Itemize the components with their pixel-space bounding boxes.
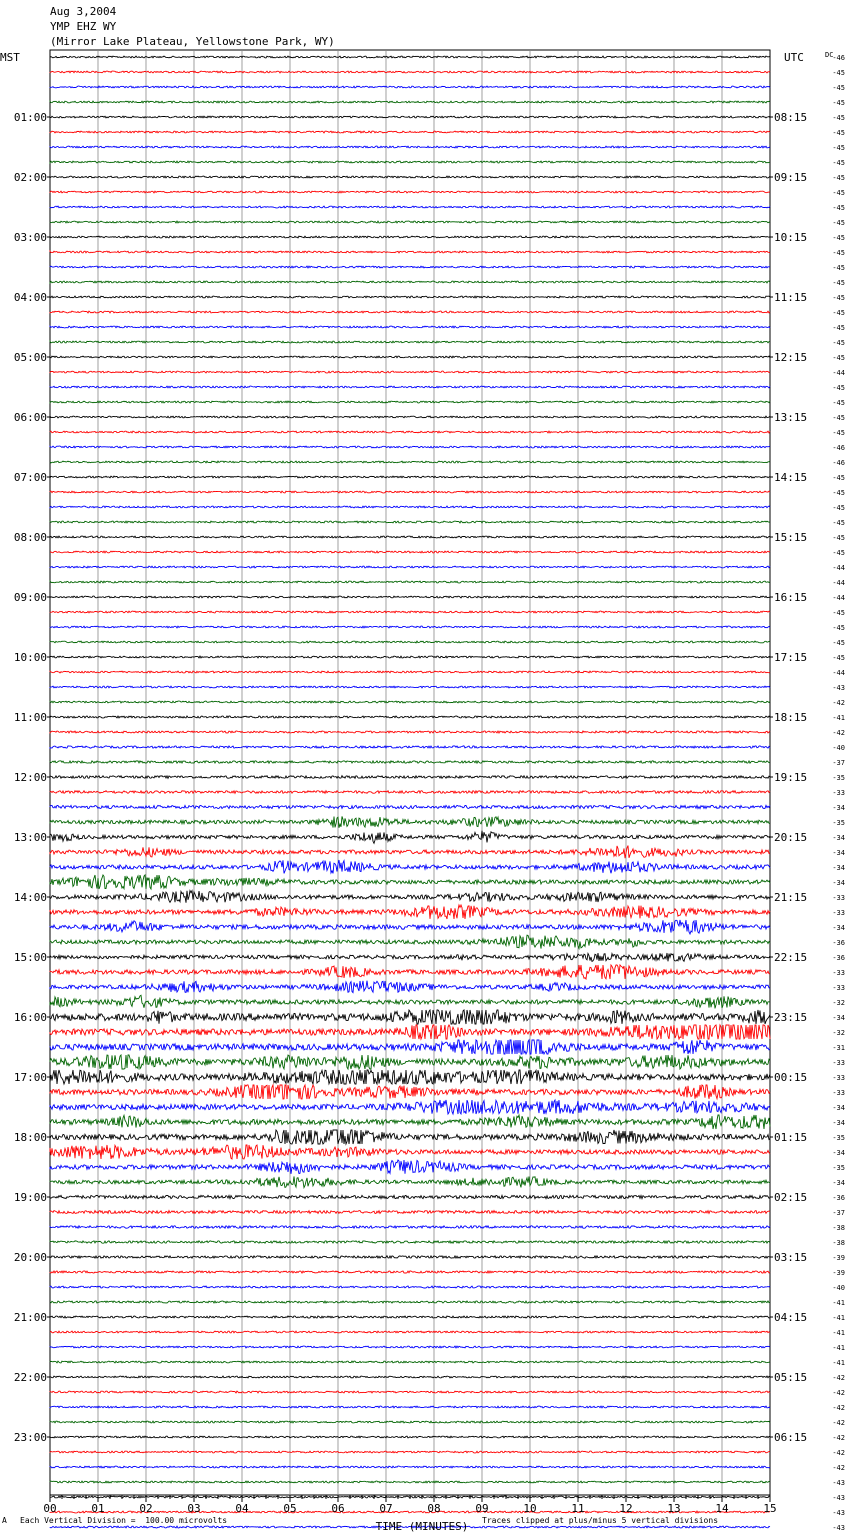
dc-offset-label: -45 <box>832 324 845 332</box>
dc-offset-label: -33 <box>832 789 845 797</box>
trace-line <box>50 1130 770 1144</box>
hour-label-mst: 23:00 <box>13 1431 47 1444</box>
x-tick-label: 09 <box>475 1502 489 1515</box>
dc-offset-label: -43 <box>832 1509 845 1517</box>
dc-offset-label: -33 <box>832 1089 845 1097</box>
trace-line <box>50 1256 770 1258</box>
dc-offset-label: -40 <box>832 1284 845 1292</box>
dc-offset-label: -45 <box>832 99 845 107</box>
hour-label-mst: 18:00 <box>13 1131 47 1144</box>
dc-offset-label: -32 <box>832 1029 845 1037</box>
dc-offset-label: -41 <box>832 1299 845 1307</box>
trace-line <box>50 611 770 613</box>
trace-line <box>50 341 770 343</box>
dc-offset-label: -45 <box>832 654 845 662</box>
hour-label-mst: 14:00 <box>13 891 47 904</box>
dc-offset-label: -41 <box>832 1359 845 1367</box>
dc-offset-label: -41 <box>832 714 845 722</box>
hour-label-utc: 01:15 <box>774 1131 808 1144</box>
trace-line <box>50 1511 770 1513</box>
trace-line <box>50 1406 770 1408</box>
trace-line <box>50 1271 770 1273</box>
trace-line <box>50 581 770 583</box>
trace-line <box>50 1346 770 1348</box>
dc-offset-label: -45 <box>832 534 845 542</box>
dc-offset-label: -45 <box>832 219 845 227</box>
mst-label: MST <box>0 51 20 64</box>
utc-label: UTC <box>784 51 804 64</box>
trace-line <box>50 371 770 373</box>
x-tick-label: 07 <box>379 1502 393 1515</box>
dc-offset-label: -43 <box>832 684 845 692</box>
trace-line <box>50 791 770 794</box>
dc-offset-label: -35 <box>832 774 845 782</box>
dc-offset-label: -34 <box>832 804 845 812</box>
trace-line <box>50 1085 770 1099</box>
hour-label-mst: 11:00 <box>13 711 47 724</box>
trace-line <box>50 386 770 388</box>
vertical-division-note: Each Vertical Division = 100.00 microvolts <box>20 1516 228 1525</box>
trace-line <box>50 1176 770 1187</box>
x-tick-label: 08 <box>427 1502 441 1515</box>
dc-offset-label: -45 <box>832 309 845 317</box>
dc-offset-label: -36 <box>832 954 845 962</box>
dc-offset-label: -45 <box>832 234 845 242</box>
trace-line <box>50 626 770 628</box>
dc-offset-label: -42 <box>832 1449 845 1457</box>
dc-offset-label: -45 <box>832 249 845 257</box>
dc-offset-label: -44 <box>832 564 845 572</box>
hour-label-utc: 03:15 <box>774 1251 808 1264</box>
trace-line <box>50 461 770 463</box>
hour-label-mst: 17:00 <box>13 1071 47 1084</box>
dc-offset-label: -34 <box>832 879 845 887</box>
trace-line <box>50 656 770 658</box>
hour-label-utc: 20:15 <box>774 831 808 844</box>
trace-line <box>50 1160 770 1174</box>
dc-offset-label: -44 <box>832 669 845 677</box>
dc-offset-label: -41 <box>832 1314 845 1322</box>
x-tick-label: 12 <box>619 1502 633 1515</box>
trace-line <box>50 161 770 163</box>
hour-label-utc: 05:15 <box>774 1371 808 1384</box>
dc-offset-label: -42 <box>832 1464 845 1472</box>
trace-line <box>50 1070 770 1084</box>
dc-offset-label: -45 <box>832 69 845 77</box>
clipping-note: Traces clipped at plus/minus 5 vertical divisions <box>482 1516 719 1525</box>
hour-label-mst: 06:00 <box>13 411 47 424</box>
trace-line <box>50 536 770 538</box>
trace-line <box>50 776 770 779</box>
trace-line <box>50 1100 770 1114</box>
trace-line <box>50 281 770 283</box>
trace-line <box>50 416 770 418</box>
trace-line <box>50 905 770 919</box>
dc-offset-label: -42 <box>832 1434 845 1442</box>
trace-line <box>50 761 770 763</box>
dc-offset-label: -38 <box>832 1224 845 1232</box>
hour-label-mst: 07:00 <box>13 471 47 484</box>
trace-line <box>50 1055 770 1069</box>
dc-offset-label: -42 <box>832 729 845 737</box>
dc-offset-label: -44 <box>832 594 845 602</box>
trace-line <box>50 1331 770 1333</box>
dc-offset-label: -35 <box>832 1134 845 1142</box>
dc-offset-label: -37 <box>832 1209 845 1217</box>
dc-offset-label: -39 <box>832 1269 845 1277</box>
trace-line <box>50 146 770 148</box>
trace-line <box>50 1421 770 1423</box>
dc-offset-label: -33 <box>832 894 845 902</box>
hour-label-utc: 08:15 <box>774 111 808 124</box>
dc-offset-label: -45 <box>832 504 845 512</box>
trace-line <box>50 1286 770 1288</box>
dc-offset-label: -42 <box>832 699 845 707</box>
trace-line <box>50 1211 770 1214</box>
dc-offset-label: -45 <box>832 174 845 182</box>
trace-line <box>50 296 770 298</box>
dc-offset-label: -45 <box>832 489 845 497</box>
trace-line <box>50 1481 770 1483</box>
dc-offset-label: -46 <box>832 444 845 452</box>
dc-offset-label: -33 <box>832 984 845 992</box>
hour-label-utc: 06:15 <box>774 1431 808 1444</box>
dc-offset-label: -46 <box>832 54 845 62</box>
trace-line <box>50 1241 770 1243</box>
trace-line <box>50 805 770 808</box>
dc-offset-label: -31 <box>832 1044 845 1052</box>
dc-offset-label: -45 <box>832 159 845 167</box>
dc-offset-label: -36 <box>832 1194 845 1202</box>
trace-line <box>50 311 770 313</box>
hour-label-mst: 08:00 <box>13 531 47 544</box>
hour-label-mst: 04:00 <box>13 291 47 304</box>
hour-label-utc: 19:15 <box>774 771 808 784</box>
x-tick-label: 03 <box>187 1502 201 1515</box>
hour-label-utc: 22:15 <box>774 951 808 964</box>
trace-line <box>50 1436 770 1438</box>
dc-offset-label: -43 <box>832 1479 845 1487</box>
dc-offset-label: -45 <box>832 354 845 362</box>
trace-line <box>50 1466 770 1468</box>
trace-line <box>50 1040 770 1054</box>
trace-line <box>50 1025 770 1039</box>
trace-line <box>50 1226 770 1229</box>
trace-line <box>50 831 770 844</box>
dc-offset-label: -35 <box>832 819 845 827</box>
hour-label-utc: 21:15 <box>774 891 808 904</box>
trace-line <box>50 860 770 873</box>
x-axis-title: TIME (MINUTES) <box>375 1520 469 1533</box>
trace-line <box>50 446 770 448</box>
x-tick-label: 11 <box>571 1502 585 1515</box>
dc-offset-label: -42 <box>832 1389 845 1397</box>
hour-label-utc: 17:15 <box>774 651 808 664</box>
trace-line <box>50 1376 770 1378</box>
dc-offset-label: -33 <box>832 969 845 977</box>
dc-offset-label: -36 <box>832 939 845 947</box>
dc-offset-label: -34 <box>832 1119 845 1127</box>
hour-label-utc: 12:15 <box>774 351 808 364</box>
trace-line <box>50 251 770 253</box>
trace-line <box>50 1010 770 1024</box>
dc-offset-label: -45 <box>832 144 845 152</box>
trace-line <box>50 191 770 193</box>
dc-offset-label: -45 <box>832 279 845 287</box>
trace-line <box>50 953 770 961</box>
dc-offset-label: -45 <box>832 189 845 197</box>
dc-offset-label: -34 <box>832 1014 845 1022</box>
station-code: YMP EHZ WY <box>50 20 117 33</box>
dc-offset-label: -33 <box>832 1074 845 1082</box>
trace-line <box>50 671 770 673</box>
dc-offset-label: -44 <box>832 369 845 377</box>
trace-line <box>50 1391 770 1393</box>
station-location: (Mirror Lake Plateau, Yellowstone Park, WY) <box>50 35 335 48</box>
hour-label-utc: 18:15 <box>774 711 808 724</box>
trace-line <box>50 86 770 88</box>
trace-line <box>50 1145 770 1159</box>
x-tick-label: 14 <box>715 1502 729 1515</box>
trace-line <box>50 176 770 178</box>
hour-label-utc: 23:15 <box>774 1011 808 1024</box>
dc-offset-label: -45 <box>832 294 845 302</box>
trace-line <box>50 1301 770 1303</box>
trace-line <box>50 995 770 1008</box>
dc-offset-label: -45 <box>832 129 845 137</box>
trace-line <box>50 521 770 523</box>
dc-offset-label: -42 <box>832 1374 845 1382</box>
dc-offset-label: -34 <box>832 924 845 932</box>
hour-label-mst: 15:00 <box>13 951 47 964</box>
dc-offset-label: -34 <box>832 834 845 842</box>
dc-offset-label: -34 <box>832 849 845 857</box>
dc-offset-label: -45 <box>832 624 845 632</box>
dc-offset-label: -34 <box>832 1179 845 1187</box>
trace-line <box>50 206 770 208</box>
hour-label-mst: 02:00 <box>13 171 47 184</box>
dc-offset-label: -39 <box>832 1254 845 1262</box>
trace-line <box>50 356 770 358</box>
dc-offset-label: -45 <box>832 519 845 527</box>
trace-line <box>50 116 770 118</box>
hour-label-utc: 14:15 <box>774 471 808 484</box>
dc-offset-label: -41 <box>832 1329 845 1337</box>
trace-line <box>50 891 770 903</box>
hour-label-mst: 01:00 <box>13 111 47 124</box>
dc-offset-label: -46 <box>832 459 845 467</box>
trace-line <box>50 716 770 718</box>
trace-line <box>50 221 770 223</box>
hour-label-utc: 15:15 <box>774 531 808 544</box>
dc-offset-label: -34 <box>832 864 845 872</box>
hour-label-utc: 00:15 <box>774 1071 808 1084</box>
dc-offset-label: -45 <box>832 339 845 347</box>
trace-line <box>50 1195 770 1198</box>
dc-offset-label: -40 <box>832 744 845 752</box>
dc-offset-label: -43 <box>832 1524 845 1532</box>
dc-offset-label: -34 <box>832 1104 845 1112</box>
hour-label-mst: 10:00 <box>13 651 47 664</box>
hour-label-utc: 02:15 <box>774 1191 808 1204</box>
hour-label-mst: 19:00 <box>13 1191 47 1204</box>
x-tick-label: 06 <box>331 1502 345 1515</box>
dc-offset-label: -45 <box>832 549 845 557</box>
dc-offset-label: -42 <box>832 1404 845 1412</box>
trace-line <box>50 566 770 568</box>
trace-line <box>50 551 770 553</box>
hour-label-mst: 13:00 <box>13 831 47 844</box>
trace-line <box>50 266 770 268</box>
dc-offset-label: -45 <box>832 114 845 122</box>
hour-label-mst: 09:00 <box>13 591 47 604</box>
dc-offset-label: -45 <box>832 399 845 407</box>
dc-offset-label: -45 <box>832 384 845 392</box>
trace-line <box>50 131 770 133</box>
hour-label-mst: 20:00 <box>13 1251 47 1264</box>
dc-offset-label: -45 <box>832 429 845 437</box>
hour-label-mst: 05:00 <box>13 351 47 364</box>
x-tick-label: 10 <box>523 1502 537 1515</box>
x-tick-label: 04 <box>235 1502 249 1515</box>
dc-offset-label: -45 <box>832 474 845 482</box>
dc-offset-label: -42 <box>832 1419 845 1427</box>
trace-line <box>50 491 770 493</box>
trace-line <box>50 686 770 688</box>
trace-line <box>50 101 770 103</box>
hour-label-utc: 11:15 <box>774 291 808 304</box>
hour-label-mst: 21:00 <box>13 1311 47 1324</box>
trace-line <box>50 1361 770 1363</box>
dc-offset-label: -45 <box>832 414 845 422</box>
x-tick-label: 00 <box>43 1502 57 1515</box>
trace-line <box>50 1115 770 1129</box>
dc-offset-label: -37 <box>832 759 845 767</box>
trace-line <box>50 846 770 859</box>
trace-line <box>50 816 770 827</box>
trace-line <box>50 326 770 328</box>
x-tick-label: 02 <box>139 1502 153 1515</box>
dc-offset-label: -45 <box>832 204 845 212</box>
trace-line <box>50 731 770 733</box>
dc-offset-label: -32 <box>832 999 845 1007</box>
trace-line <box>50 506 770 508</box>
dc-offset-label: -33 <box>832 1059 845 1067</box>
hour-label-utc: 04:15 <box>774 1311 808 1324</box>
dc-offset-label: -45 <box>832 609 845 617</box>
trace-line <box>50 596 770 598</box>
x-tick-label: 13 <box>667 1502 681 1515</box>
dc-offset-label: -44 <box>832 579 845 587</box>
trace-line <box>50 56 770 58</box>
hour-label-mst: 03:00 <box>13 231 47 244</box>
dc-offset-label: -38 <box>832 1239 845 1247</box>
dc-offset-label: -35 <box>832 1164 845 1172</box>
dc-offset-label: -41 <box>832 1344 845 1352</box>
dc-offset-label: -45 <box>832 639 845 647</box>
hour-label-mst: 16:00 <box>13 1011 47 1024</box>
dc-label: DC <box>825 51 834 59</box>
dc-offset-label: -43 <box>832 1494 845 1502</box>
trace-line <box>50 701 770 703</box>
trace-line <box>50 935 770 948</box>
trace-line <box>50 746 770 748</box>
trace-line <box>50 981 770 993</box>
trace-line <box>50 236 770 238</box>
trace-line <box>50 875 770 889</box>
x-tick-label: 01 <box>91 1502 105 1515</box>
hour-label-utc: 09:15 <box>774 171 808 184</box>
x-tick-label: 15 <box>763 1502 777 1515</box>
footer-mark: A <box>2 1516 7 1525</box>
trace-line <box>50 641 770 643</box>
hour-label-utc: 13:15 <box>774 411 808 424</box>
trace-line <box>50 476 770 478</box>
x-tick-label: 05 <box>283 1502 297 1515</box>
plot-date: Aug 3,2004 <box>50 5 117 18</box>
trace-line <box>50 71 770 73</box>
hour-label-utc: 10:15 <box>774 231 808 244</box>
trace-line <box>50 1316 770 1318</box>
trace-line <box>50 920 770 934</box>
dc-offset-label: -33 <box>832 909 845 917</box>
dc-offset-label: -34 <box>832 1149 845 1157</box>
trace-line <box>50 1451 770 1453</box>
hour-label-utc: 16:15 <box>774 591 808 604</box>
trace-line <box>50 401 770 403</box>
trace-line <box>50 965 770 979</box>
trace-line <box>50 431 770 433</box>
hour-label-mst: 22:00 <box>13 1371 47 1384</box>
dc-offset-label: -45 <box>832 84 845 92</box>
hour-label-mst: 12:00 <box>13 771 47 784</box>
dc-offset-label: -45 <box>832 264 845 272</box>
